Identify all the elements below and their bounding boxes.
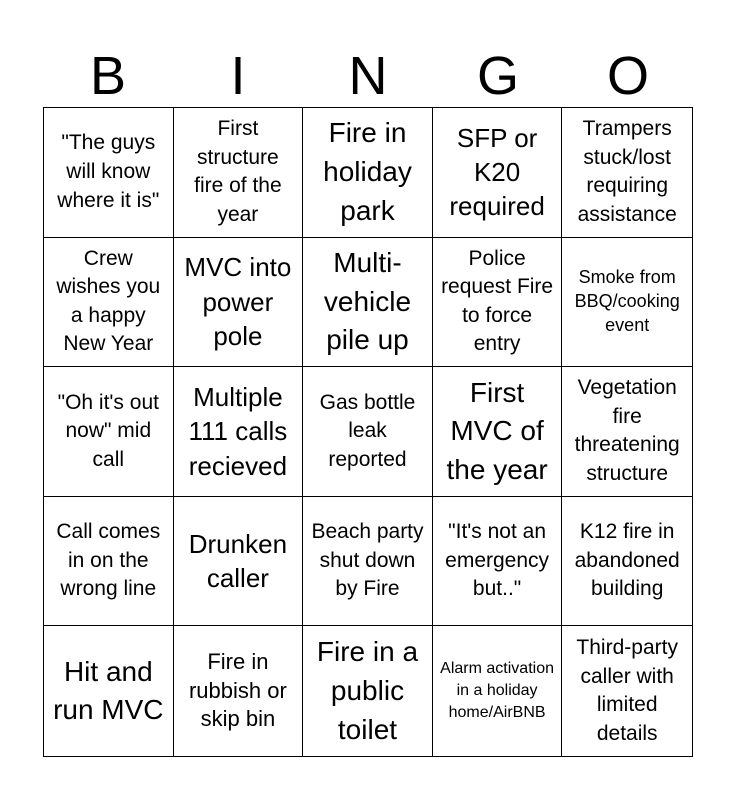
bingo-cell-r4c4[interactable]	[433, 497, 563, 627]
bingo-cell-r5c3[interactable]	[303, 626, 433, 756]
bingo-cell-text: Third-party caller with limited details	[576, 636, 678, 745]
header-letter-n: N	[348, 46, 388, 106]
bingo-cell-r2c2[interactable]	[174, 238, 304, 368]
bingo-cell-text: Multi-vehicle pile up	[323, 246, 412, 356]
bingo-cell-text: Police request Fire to force entry	[441, 246, 554, 356]
header-letter-b: B	[89, 46, 127, 106]
bingo-cell-text: Smoke from BBQ/cooking event	[574, 266, 680, 335]
bingo-cell-text: Crew wishes you a happy New Year	[56, 246, 161, 356]
bingo-cell-r1c3[interactable]	[303, 108, 433, 238]
bingo-cell-r3c2[interactable]	[174, 367, 304, 497]
bingo-cell-text: Alarm activation in a holiday home/AirBNB	[440, 659, 554, 722]
bingo-cell-r2c3[interactable]	[303, 238, 433, 368]
bingo-cell-text: First MVC of the year	[446, 376, 548, 485]
bingo-cell-r2c5[interactable]	[562, 238, 692, 368]
bingo-card-grid	[43, 107, 693, 757]
bingo-cell-r3c1[interactable]	[44, 367, 174, 497]
bingo-header	[43, 44, 693, 108]
bingo-cell-text: Call comes in on the wrong line	[56, 520, 161, 601]
bingo-cell-text: Drunken caller	[188, 528, 288, 594]
bingo-cell-r2c1[interactable]	[44, 238, 174, 368]
bingo-cell-text: Hit and run MVC	[53, 655, 164, 726]
bingo-cell-r5c4[interactable]	[433, 626, 563, 756]
header-letter-g: G	[476, 46, 519, 106]
bingo-cell-text: K12 fire in abandoned building	[574, 520, 680, 601]
bingo-cell-text: "Oh it's out now" mid call	[57, 390, 159, 471]
bingo-cell-text: "It's not an emergency but.."	[445, 520, 550, 601]
bingo-cell-text: Vegetation fire threatening structure	[574, 376, 680, 486]
bingo-cell-r5c1[interactable]	[44, 626, 174, 756]
bingo-cell-r4c2[interactable]	[174, 497, 304, 627]
bingo-cell-r1c2[interactable]	[174, 108, 304, 238]
bingo-cell-r1c1[interactable]	[44, 108, 174, 238]
bingo-cell-r4c3[interactable]	[303, 497, 433, 627]
bingo-cell-r3c4[interactable]	[433, 367, 563, 497]
bingo-cell-text: Multiple 111 calls recieved	[188, 382, 288, 481]
bingo-cell-text: Gas bottle leak reported	[319, 390, 416, 471]
bingo-cell-text: "The guys will know where it is"	[57, 131, 160, 212]
header-letter-i: I	[230, 46, 246, 106]
bingo-cell-text: SFP or K20 required	[449, 122, 545, 222]
bingo-cell-r1c5[interactable]	[562, 108, 692, 238]
bingo-cell-text: Fire in holiday park	[323, 117, 412, 226]
bingo-cell-r3c3[interactable]	[303, 367, 433, 497]
bingo-cell-text: Fire in rubbish or skip bin	[188, 649, 287, 732]
bingo-cell-text: Fire in a public toilet	[316, 636, 419, 745]
bingo-cell-r1c4[interactable]	[433, 108, 563, 238]
bingo-cell-text: Beach party shut down by Fire	[311, 520, 424, 601]
header-letter-o: O	[606, 46, 649, 106]
bingo-cell-text: MVC into power pole	[184, 252, 292, 352]
bingo-cell-r4c1[interactable]	[44, 497, 174, 627]
bingo-cell-r4c5[interactable]	[562, 497, 692, 627]
bingo-cell-text: First structure fire of the year	[194, 117, 282, 226]
bingo-cell-r2c4[interactable]	[433, 238, 563, 368]
bingo-cell-r5c2[interactable]	[174, 626, 304, 756]
bingo-cell-r3c5[interactable]	[562, 367, 692, 497]
bingo-cell-text: Trampers stuck/lost requiring assistance	[577, 117, 677, 226]
bingo-cell-r5c5[interactable]	[562, 626, 692, 756]
